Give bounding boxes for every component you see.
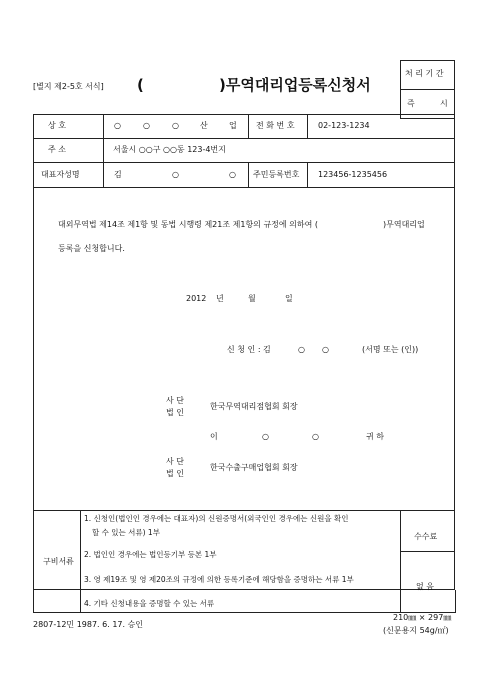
org2-name: 한국수출구매업협회 회장 (210, 463, 298, 472)
doc-item-3: 3. 영 제19조 및 영 제20조의 규정에 의한 등록기준에 해당함을 증명하는 서류 1부 (84, 575, 354, 584)
applicant-label: 신 청 인 : 김 (227, 345, 271, 354)
fee-label: 수수료 (414, 532, 438, 541)
paper-type: (신문용지 54g/㎡) (383, 626, 449, 635)
company-name-mark-2: ○ (143, 121, 150, 130)
body-line-1: 대외무역법 제14조 제1항 및 동법 시행령 제21조 제1항의 규정에 의하여 ( (58, 220, 319, 229)
applicant-mark-1: ○ (298, 345, 305, 354)
representative-label: 대표자성명 (41, 170, 80, 179)
approval-note: 2807-12민 1987. 6. 17. 승인 (33, 620, 144, 629)
processing-period-label: 처 리 기 간 (405, 69, 444, 78)
processing-period-value-1: 즉 (407, 99, 415, 108)
representative-name-1: 김 (114, 170, 122, 179)
doc-item-1-line-1: 1. 신청인(법인인 경우에는 대표자)의 신원증명서(외국인인 경우에는 신원을 확인 (84, 514, 349, 523)
applicant-mark-2: ○ (322, 345, 329, 354)
title-paren-open: ( (137, 76, 144, 94)
org1-name: 한국무역대리점협회 회장 (210, 402, 298, 411)
recipient-prefix: 이 (210, 432, 218, 441)
date-year-unit: 년 (216, 294, 224, 303)
company-name-mark-3: ○ (172, 121, 179, 130)
company-name-label: 상 호 (48, 121, 66, 130)
company-name-mark-1: ○ (114, 121, 121, 130)
phone-label: 전 화 번 호 (256, 121, 295, 130)
org2-type-line-1: 사 단 (166, 457, 184, 466)
resident-id-value: 123456-1235456 (318, 170, 388, 179)
address-label: 주 소 (48, 145, 66, 154)
resident-id-label: 주민등록번호 (253, 170, 300, 179)
recipient-suffix: 귀 하 (366, 432, 384, 441)
body-line-2: 등록을 신청합니다. (58, 244, 125, 253)
company-name-word-2: 업 (229, 121, 237, 130)
address-value: 서울시 ○○구 ○○동 123-4번지 (113, 145, 226, 154)
org1-type-line-2: 법 인 (166, 408, 184, 417)
applicant-signature: (서명 또는 (인)) (362, 345, 419, 354)
recipient-mark-2: ○ (312, 432, 319, 441)
recipient-mark-1: ○ (262, 432, 269, 441)
doc-item-4: 4. 기타 신청내용을 증명할 수 있는 서류 (84, 599, 215, 608)
date-day-unit: 일 (285, 294, 293, 303)
processing-period-value-2: 시 (440, 99, 448, 108)
doc-item-1-line-2: 할 수 있는 서류) 1부 (92, 528, 160, 537)
doc-item-2: 2. 법인인 경우에는 법인등기부 등본 1부 (84, 550, 217, 559)
phone-value: 02-123-1234 (318, 121, 370, 130)
representative-name-3: ○ (229, 170, 236, 179)
body-line-1-end: )무역대리업 (383, 220, 425, 229)
company-name-word-1: 산 (200, 121, 208, 130)
paper-size: 210㎜ × 297㎜ (393, 613, 452, 622)
fee-value: 없 음 (416, 582, 434, 591)
form-number: [별지 제2-5호 서식] (33, 82, 104, 91)
required-documents-label: 구비서류 (43, 557, 74, 566)
org1-type-line-1: 사 단 (166, 396, 184, 405)
date-month-unit: 월 (248, 294, 256, 303)
org2-type-line-2: 법 인 (166, 469, 184, 478)
date-year: 2012 (186, 294, 207, 303)
representative-name-2: ○ (172, 170, 179, 179)
page-title: )무역대리업등록신청서 (219, 76, 371, 94)
